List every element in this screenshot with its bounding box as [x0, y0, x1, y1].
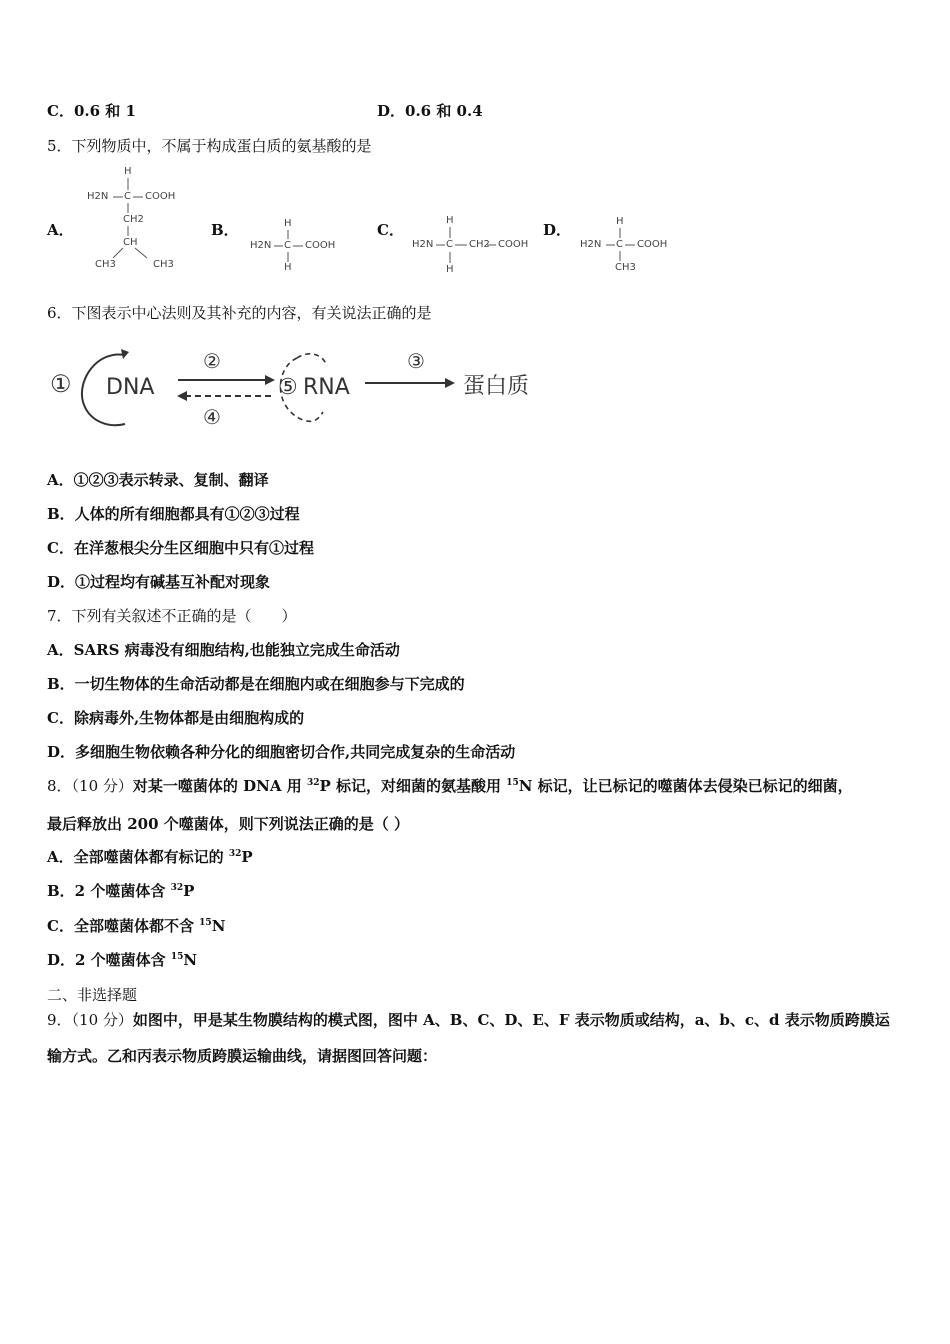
molecule-b: H H2N C COOH H — [250, 218, 350, 278]
diagram-rna: RNA — [303, 375, 350, 400]
q8-option-b: B．2 个噬菌体含 $^{32}$P — [47, 882, 195, 900]
molecule-d: H H2N C COOH CH3 — [580, 216, 680, 278]
diagram-label-2: ② — [203, 349, 221, 373]
rna-replication-loop-top — [297, 354, 327, 366]
q6-option-a: A．①②③表示转录、复制、翻译 — [47, 471, 269, 489]
q6-option-d: D．①过程均有碱基互补配对现象 — [47, 573, 271, 591]
q8-option-a: A．全部噬菌体都有标记的 $^{32}$P — [47, 848, 253, 866]
q8-option-c: C．全部噬菌体都不含 $^{15}$N — [47, 917, 226, 935]
q8-option-d: D．2 个噬菌体含 $^{15}$N — [47, 951, 198, 969]
q7-option-a: A．SARS 病毒没有细胞结构,也能独立完成生命活动 — [47, 641, 400, 659]
q5-label-b: B． — [211, 221, 239, 239]
diagram-protein: 蛋白质 — [463, 374, 530, 399]
q5-label-d: D． — [543, 221, 572, 239]
q6-option-c: C．在洋葱根尖分生区细胞中只有①过程 — [47, 539, 314, 557]
translation-arrowhead — [445, 378, 455, 388]
q9-stem-line1: 9．（10 分）如图中，甲是某生物膜结构的模式图，图中 A、B、C、D、E、F 表示物质或结构，a、b、c、d 表示物质跨膜运 — [47, 1011, 890, 1029]
diagram-dna: DNA — [106, 375, 155, 400]
diagram-label-5: ⑤ — [278, 375, 298, 400]
reverse-transcription-arrowhead — [177, 391, 187, 401]
q6-stem: 6．下图表示中心法则及其补充的内容，有关说法正确的是 — [47, 304, 432, 322]
q7-option-d: D．多细胞生物依赖各种分化的细胞密切合作,共同完成复杂的生命活动 — [47, 743, 516, 761]
q4-option-d: D．0.6 和 0.4 — [377, 102, 483, 120]
q5-stem: 5．下列物质中，不属于构成蛋白质的氨基酸的是 — [47, 137, 372, 155]
q5-label-c: C． — [377, 221, 404, 239]
section-heading: 二、非选择题 — [47, 986, 138, 1004]
q4-option-c: C．0.6 和 1 — [47, 102, 136, 120]
q8-stem-line1: 8．（10 分）对某一噬菌体的 DNA 用 $^{32}$P 标记，对细菌的氨基酸用 $^{15}$N 标记，让已标记的噬菌体去侵染已标记的细菌， — [47, 777, 853, 795]
q7-stem: 7．下列有关叙述不正确的是（ ） — [47, 607, 297, 625]
q5-label-a: A． — [47, 221, 74, 239]
central-dogma-diagram — [47, 340, 547, 440]
q9-stem-line2: 输方式。乙和丙表示物质跨膜运输曲线，请据图回答问题： — [47, 1047, 438, 1065]
replication-arrowhead — [121, 349, 129, 359]
diagram-label-1: ① — [50, 370, 72, 398]
q7-option-b: B．一切生物体的生命活动都是在细胞内或在细胞参与下完成的 — [47, 675, 465, 693]
q6-option-b: B．人体的所有细胞都具有①②③过程 — [47, 505, 300, 523]
q8-stem-line2: 最后释放出 200 个噬菌体，则下列说法正确的是（ ） — [47, 815, 409, 833]
q7-option-c: C．除病毒外,生物体都是由细胞构成的 — [47, 709, 305, 727]
transcription-arrowhead — [265, 375, 275, 385]
diagram-label-3: ③ — [407, 349, 425, 373]
diagram-label-4: ④ — [203, 405, 221, 429]
molecule-a: H H2N C COOH CH2 CH CH3 CH3 — [85, 166, 195, 272]
molecule-c: H H2N C CH2 COOH H — [412, 215, 542, 279]
